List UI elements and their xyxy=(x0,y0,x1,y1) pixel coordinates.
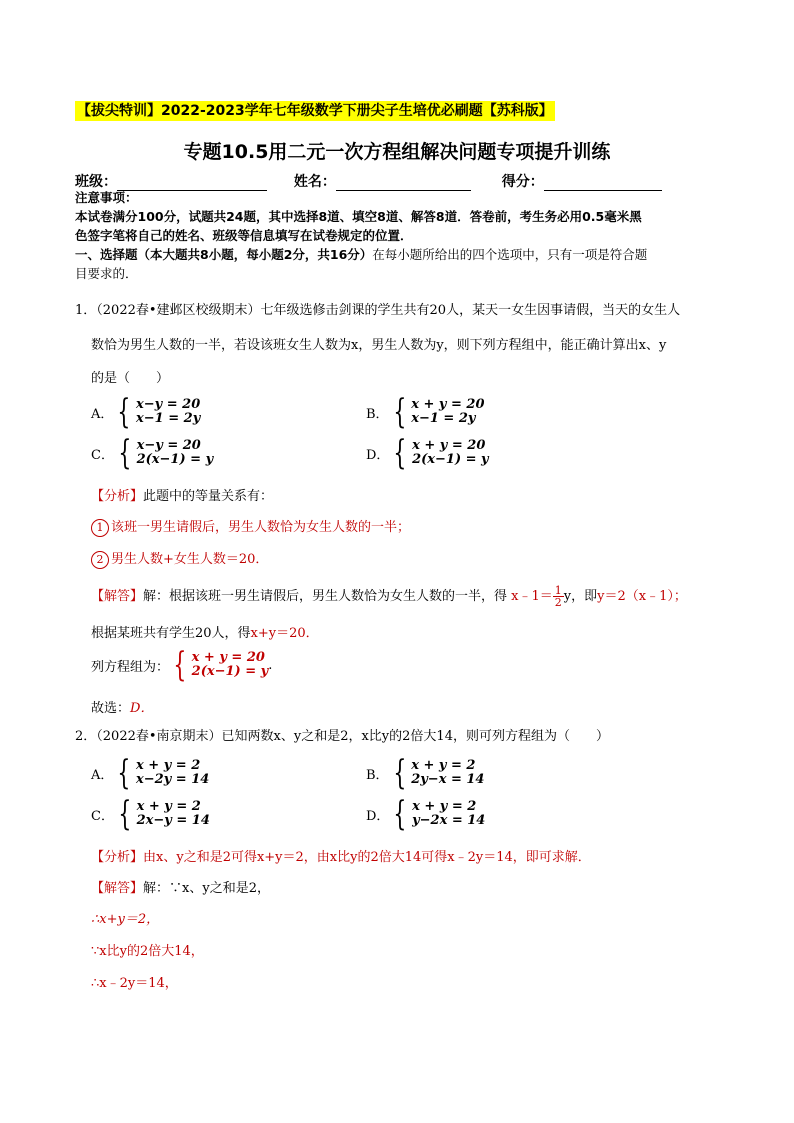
q2-option-c[interactable] xyxy=(91,794,210,834)
equation: x + y = 2 xyxy=(411,758,476,773)
name-label: 姓名： xyxy=(293,174,336,190)
notice-line-2: 色签字笔将自己的姓名、班级等信息填写在试卷规定的位置． xyxy=(75,228,413,243)
equation: x + y = 20 xyxy=(412,438,486,453)
score-blank xyxy=(544,176,662,191)
option-label: D． xyxy=(366,808,390,824)
answer-tag: 【解答】 xyxy=(91,589,144,604)
analysis-text: 此题中的等量关系有： xyxy=(143,489,274,504)
page-title: 专题10.5用二元一次方程组解决问题专项提升训练 xyxy=(183,141,611,163)
q2-option-a[interactable] xyxy=(91,753,210,793)
equation: x−y = 20 xyxy=(136,438,201,453)
option-label: D． xyxy=(366,447,390,463)
q1-analysis xyxy=(91,485,273,504)
fraction-numerator: 1 xyxy=(554,584,562,597)
brace-icon: { xyxy=(173,645,187,685)
fraction xyxy=(553,585,564,608)
info-fields xyxy=(75,171,662,191)
section-desc-2: 目要求的． xyxy=(75,266,138,281)
choice-label: 故选： xyxy=(91,701,131,716)
q1-stem-2: 数恰为男生人数的一半，若设该班女生人数为x，男生人数为y，则下列方程组中，能正确计算出x、y xyxy=(91,338,667,353)
class-label: 班级： xyxy=(75,174,117,190)
banner: 【拔尖特训】2022-2023学年七年级数学下册尖子生培优必刷题【苏科版】 xyxy=(77,103,553,119)
q2-option-b[interactable] xyxy=(366,753,485,793)
name-blank xyxy=(336,176,471,191)
q1-stem-3: 的是（ ） xyxy=(91,371,170,386)
circle-number: 1 xyxy=(91,519,109,537)
brace-icon: { xyxy=(118,794,132,834)
brace-icon: { xyxy=(392,753,406,793)
q1-choice xyxy=(91,697,153,716)
analysis-tag: 【分析】 xyxy=(91,850,144,865)
brace-icon: { xyxy=(392,392,406,432)
equation: x + y = 2 xyxy=(136,799,201,814)
option-label: A． xyxy=(91,767,114,783)
brace-icon: { xyxy=(117,392,131,432)
equation: x−y = 20 xyxy=(136,397,201,412)
section-desc: 在每小题所给出的四个选项中，只有一项是符合题 xyxy=(372,247,648,262)
q2-stem: 2．（2022春•南京期末）已知两数x、y之和是2，x比y的2倍大14，则可列方程组为（ ） xyxy=(75,729,609,744)
score-label: 得分： xyxy=(501,174,544,190)
equation: 2(x−1) = y xyxy=(412,452,489,467)
equation: x−2y = 14 xyxy=(136,772,210,787)
q1-relation-1 xyxy=(91,516,410,537)
brace-icon: { xyxy=(393,794,407,834)
equation: x−1 = 2y xyxy=(411,411,476,426)
answer-math: y＝2（x﹣1）； xyxy=(597,589,687,604)
class-blank xyxy=(117,176,267,191)
equation: y−2x = 14 xyxy=(412,813,486,828)
equation: 2x−y = 14 xyxy=(136,813,210,828)
circle-number: 2 xyxy=(91,551,109,569)
q1-option-a[interactable] xyxy=(91,392,201,432)
q2-step-2: ∵x比y的2倍大14， xyxy=(91,944,204,959)
option-label: C． xyxy=(91,447,114,463)
equation: 2(x−1) = y xyxy=(191,664,269,679)
answer-text: 解：∵x、y之和是2， xyxy=(143,881,270,896)
relation-text: 该班一男生请假后，男生人数恰为女生人数的一半； xyxy=(111,520,411,535)
notice-heading: 注意事项： xyxy=(75,190,138,205)
q1-relation-2 xyxy=(91,548,268,569)
equation: x−1 = 2y xyxy=(136,411,201,426)
option-label: A． xyxy=(91,406,114,422)
answer-math: x﹣1＝ xyxy=(511,589,553,604)
equation: x + y = 2 xyxy=(136,758,201,773)
analysis-tag: 【分析】 xyxy=(91,489,144,504)
equation: x + y = 2 xyxy=(412,799,477,814)
analysis-text: 由x、y之和是2可得x+y＝2，由x比y的2倍大14可得x﹣2y＝14，即可求解． xyxy=(143,850,591,865)
equation: 2(x−1) = y xyxy=(136,452,214,467)
q1-answer-2 xyxy=(91,622,319,641)
q1-stem-1: 1．（2022春•建邺区校级期末）七年级选修击剑课的学生共有20人，某天一女生因事请假，当天的女生人 xyxy=(75,303,681,318)
fraction-denominator: 2 xyxy=(554,596,562,609)
q1-answer-1 xyxy=(91,585,687,608)
q1-option-c[interactable] xyxy=(91,433,214,473)
q2-step-1: ∴x+y＝2， xyxy=(91,912,160,927)
choice-value: D． xyxy=(130,701,154,716)
q1-system: 列方程组为： { x + y = 20 2(x−1) = y . xyxy=(91,645,273,685)
answer-tag: 【解答】 xyxy=(91,881,144,896)
option-label: C． xyxy=(91,808,114,824)
equation: 2y−x = 14 xyxy=(411,772,485,787)
answer-text: 根据某班共有学生20人，得 xyxy=(91,626,251,641)
brace-icon: { xyxy=(117,753,131,793)
equation: x + y = 20 xyxy=(411,397,485,412)
section-heading xyxy=(75,246,647,264)
brace-icon: { xyxy=(118,433,132,473)
q1-option-d[interactable] xyxy=(366,433,489,473)
q2-step-3: ∴x﹣2y＝14， xyxy=(91,976,178,991)
q1-option-b[interactable] xyxy=(366,392,485,432)
q2-answer xyxy=(91,877,270,896)
option-label: B． xyxy=(366,406,389,422)
notice-line-1: 本试卷满分100分，试题共24题，其中选择8道、填空8道、解答8道．答卷前，考生务必用0.5毫米黑 xyxy=(75,209,642,224)
equation: x + y = 20 xyxy=(191,650,265,665)
brace-icon: { xyxy=(393,433,407,473)
answer-text: 解：根据该班一男生请假后，男生人数恰为女生人数的一半，得 xyxy=(143,589,508,604)
option-label: B． xyxy=(366,767,389,783)
q2-analysis xyxy=(91,846,591,865)
system-label: 列方程组为： xyxy=(91,659,170,675)
answer-math: x+y＝20． xyxy=(250,626,319,641)
section-title: 一、选择题（本大题共8小题，每小题2分，共16分） xyxy=(75,247,373,262)
q2-option-d[interactable] xyxy=(366,794,486,834)
relation-text: 男生人数+女生人数＝20． xyxy=(111,552,269,567)
answer-text: y，即 xyxy=(563,589,598,604)
